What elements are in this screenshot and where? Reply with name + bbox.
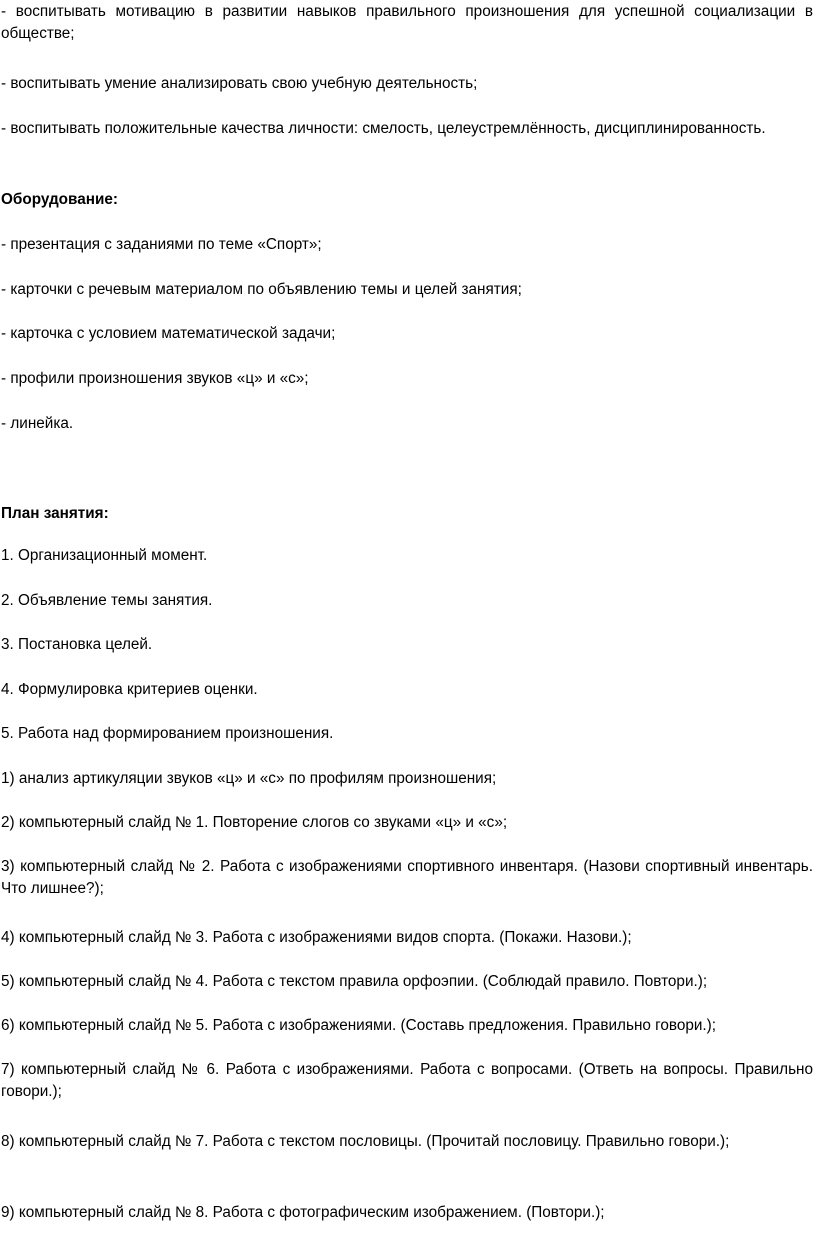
- plan-item: 3. Постановка целей.: [1, 636, 153, 653]
- plan-subitem: 5) компьютерный слайд № 4. Работа с текстом правила орфоэпии. (Соблюдай правило. Повтори.);: [1, 973, 708, 990]
- plan-subitem: 9) компьютерный слайд № 8. Работа с фотографическим изображением. (Повтори.);: [1, 1204, 605, 1221]
- goal-analyze: - воспитывать умение анализировать свою учебную деятельность;: [1, 75, 478, 92]
- equipment-item: - презентация с заданиями по теме «Спорт»;: [1, 236, 322, 253]
- plan-heading: План занятия:: [1, 505, 109, 522]
- plan-subitem: 3) компьютерный слайд № 2. Работа с изображениями спортивного инвентаря. (Назови спортивный инвентарь. Что лишнее?);: [1, 858, 813, 897]
- equipment-item: - профили произношения звуков «ц» и «с»;: [1, 370, 309, 387]
- equipment-heading: Оборудование:: [1, 191, 118, 208]
- plan-item: 2. Объявление темы занятия.: [1, 592, 213, 609]
- goal-motivation: - воспитывать мотивацию в развитии навыков правильного произношения для успешной социализации в обществе;: [1, 3, 813, 42]
- plan-subitem: 8) компьютерный слайд № 7. Работа с текстом пословицы. (Прочитай пословицу. Правильно говори.);: [1, 1133, 730, 1150]
- equipment-item: - линейка.: [1, 415, 74, 432]
- plan-item: 1. Организационный момент.: [1, 547, 208, 564]
- plan-item: 5. Работа над формированием произношения.: [1, 725, 334, 742]
- goal-qualities: - воспитывать положительные качества личности: смелость, целеустремлённость, дисциплинированность.: [1, 120, 766, 137]
- plan-subitem: 1) анализ артикуляции звуков «ц» и «с» по профилям произношения;: [1, 770, 497, 787]
- plan-subitem: 4) компьютерный слайд № 3. Работа с изображениями видов спорта. (Покажи. Назови.);: [1, 929, 632, 946]
- plan-subitem: 6) компьютерный слайд № 5. Работа с изображениями. (Составь предложения. Правильно говори.);: [1, 1017, 717, 1034]
- plan-subitem: 7) компьютерный слайд № 6. Работа с изображениями. Работа с вопросами. (Ответь на вопросы. Правильно говори.);: [1, 1061, 813, 1100]
- plan-item: 4. Формулировка критериев оценки.: [1, 681, 258, 698]
- equipment-item: - карточки с речевым материалом по объявлению темы и целей занятия;: [1, 281, 522, 298]
- plan-subitem: 2) компьютерный слайд № 1. Повторение слогов со звуками «ц» и «с»;: [1, 814, 508, 831]
- equipment-item: - карточка с условием математической задачи;: [1, 325, 336, 342]
